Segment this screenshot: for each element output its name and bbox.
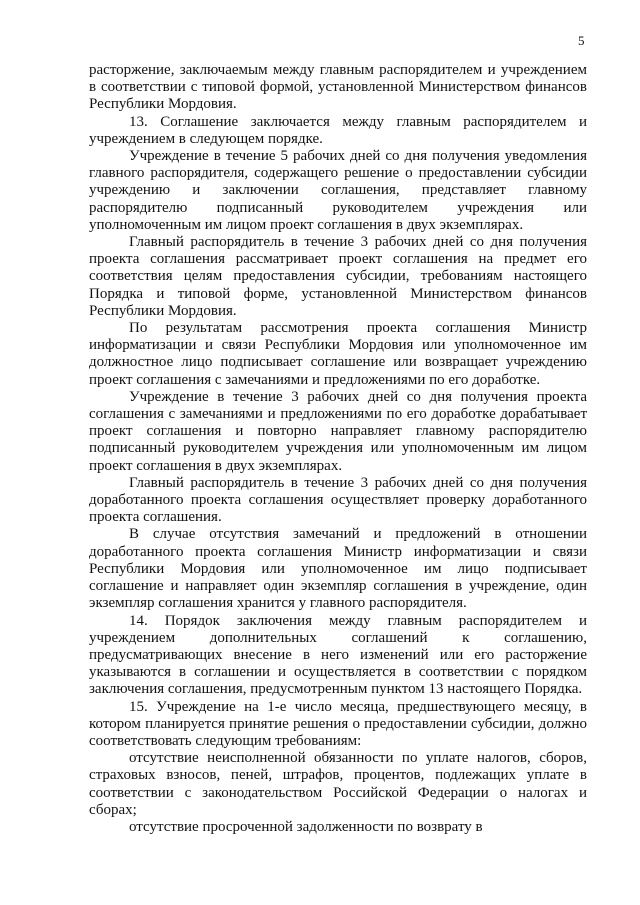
- paragraph-13-results: По результатам рассмотрения проекта соглашения Министр информатизации и связи Республики Мордовия или уполномоченное им должностное лицо подписывает соглашение или возвращает учреждению проект соглашения с замечаниями и предложениями по его доработке.: [89, 320, 587, 388]
- paragraph-14: 14. Порядок заключения между главным распорядителем и учреждением дополнительных соглашений к соглашению, предусматривающих внесение в него изменений или его расторжение указываются в соглашении и осуществляется в соответствии с порядком заключения соглашения, предусмотренным пунктом 13 настоящего Порядка.: [89, 612, 587, 698]
- paragraph-13: 13. Соглашение заключается между главным распорядителем и учреждением в следующем порядке.: [89, 113, 587, 147]
- paragraph-13-review: Главный распорядитель в течение 3 рабочих дней со дня получения проекта соглашения рассматривает проект соглашения на предмет его соответствия целям предоставления субсидии, требованиям настоящего Порядка и типовой форме, установленной Министерством финансов Республики Мордовия.: [89, 234, 587, 319]
- paragraph-13-revision: Учреждение в течение 3 рабочих дней со дня получения проекта соглашения с замечаниями и предложениями по его доработке дорабатывает проект соглашения и повторно направляет главному распорядителю подписанный руководителем учреждения или уполномоченным им лицом проект соглашения в двух экземплярах.: [89, 388, 587, 474]
- paragraph-15-requirement-taxes: отсутствие неисполненной обязанности по уплате налогов, сборов, страховых взносов, пеней, штрафов, процентов, подлежащих уплате в соответствии с законодательством Российской Федерации о налогах и сборах;: [89, 750, 587, 818]
- paragraph-13-submission: Учреждение в течение 5 рабочих дней со дня получения уведомления главного распорядителя, содержащего решение о предоставлении субсидии учреждению и заключении соглашения, представляет главному распорядителю подписанный руководителем учреждения или уполномоченным им лицом проект соглашения в двух экземплярах.: [89, 148, 587, 233]
- paragraph-13-check: Главный распорядитель в течение 3 рабочих дней со дня получения доработанного проекта соглашения осуществляет проверку доработанного проекта соглашения.: [89, 474, 587, 526]
- paragraph-15-requirement-debt: отсутствие просроченной задолженности по возврату в: [129, 818, 483, 835]
- paragraph-continuation: расторжение, заключаемым между главным распорядителем и учреждением в соответствии с типовой формой, установленной Министерством финансов Республики Мордовия.: [89, 62, 587, 113]
- paragraph-15: 15. Учреждение на 1-е число месяца, предшествующего месяцу, в котором планируется принятие решения о предоставлении субсидии, должно соответствовать следующим требованиям:: [89, 698, 587, 749]
- paragraph-13-signing: В случае отсутствия замечаний и предложений в отношении доработанного проекта соглашения Министр информатизации и связи Республики Мордовия или уполномоченное им лицо подписывает соглашение и направляет один экземпляр соглашения в учреждение, один экземпляр соглашения хранится у главного распорядителя.: [89, 526, 587, 612]
- document-body: [89, 62, 587, 836]
- page-number: 5: [578, 33, 585, 48]
